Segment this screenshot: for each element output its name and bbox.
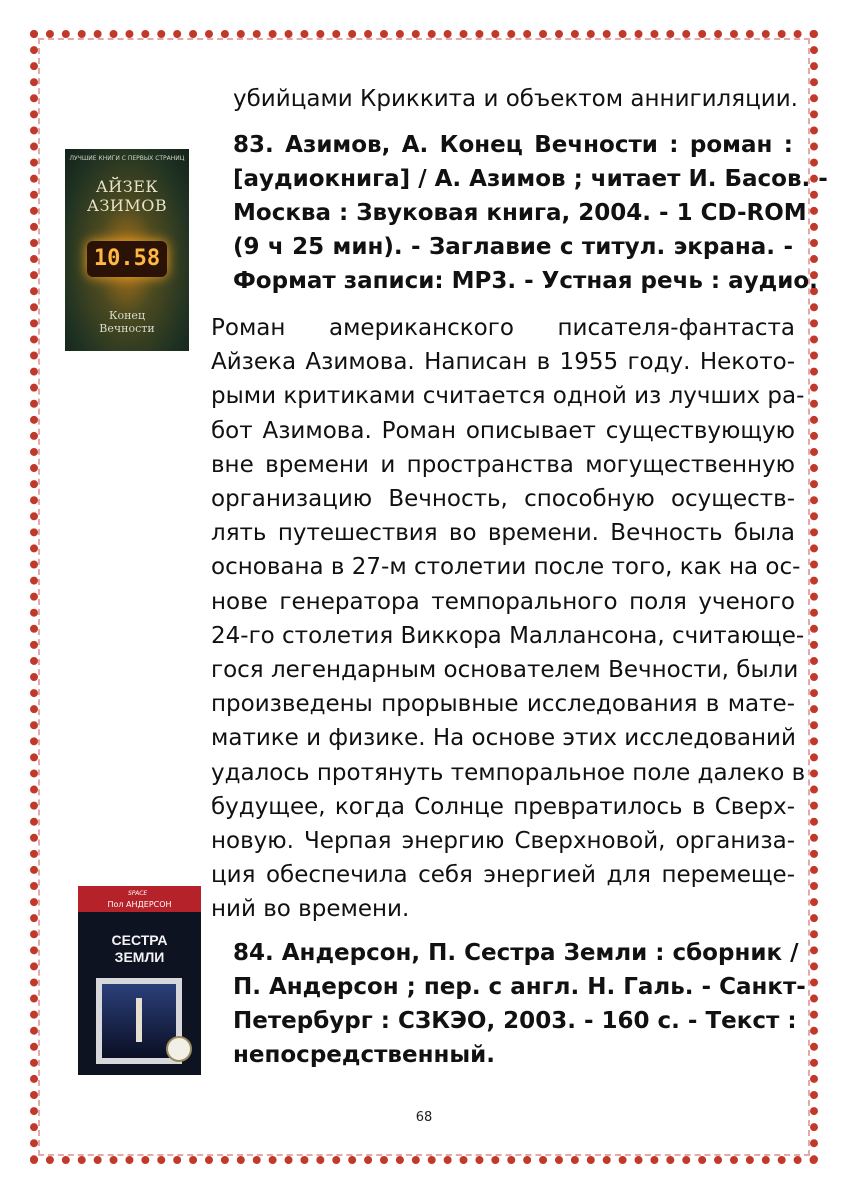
annotation-line: основана в 27-м столетии после того, как на ос- <box>211 554 801 581</box>
cover-watch-illustration <box>166 1036 192 1062</box>
annotation-line: будущее, когда Солнце превратилось в Сверх- <box>211 793 795 820</box>
entry83-line: [аудиокнига] / А. Азимов ; читает И. Басов. - <box>233 166 828 192</box>
cover-title-line2: ЗЕМЛИ <box>114 949 165 965</box>
annotation-line: Айзека Азимова. Написан в 1955 году. Некото- <box>211 349 795 376</box>
cover-clock-digits: 10.58 <box>93 246 161 271</box>
annotation-line: удалось протянуть темпоральное поле далеко в <box>211 759 806 786</box>
entry83-line: Москва : Звуковая книга, 2004. - 1 CD-ROM <box>233 200 807 226</box>
continued-text-line: убийцами Криккита и объектом аннигиляции. <box>233 86 798 112</box>
cover-author: АЙЗЕК АЗИМОВ <box>86 177 168 215</box>
annotation-line: матике и физике. На основе этих исследований <box>211 725 796 752</box>
annotation-line: бот Азимова. Роман описывает существующую <box>211 417 795 444</box>
entry83-line: (9 ч 25 мин). - Заглавие с титул. экрана. - <box>233 234 793 260</box>
book-cover-asimov <box>65 149 189 351</box>
entry84-line: 84. Андерсон, П. Сестра Земли : сборник / <box>233 940 799 966</box>
entry84-line: Петербург : СЗКЭО, 2003. - 160 с. - Текст : <box>233 1008 797 1034</box>
cover-series-text: SPACE <box>128 890 148 897</box>
annotation-line: организацию Вечность, способную осуществ- <box>211 486 795 512</box>
annotation-line: Роман американского писателя-фантаста <box>211 315 795 341</box>
cover-title-line1: СЕСТРА <box>111 932 168 948</box>
annotation-line: ция обеспечила себя энергией для перемеще- <box>211 862 795 889</box>
cover-clock <box>87 241 167 277</box>
book-cover-anderson <box>78 886 201 1075</box>
annotation-line: произведены прорывные исследования в мате- <box>211 691 795 718</box>
entry83-line: Формат записи: MP3. - Устная речь : аудио. <box>233 268 818 294</box>
annotation-line: нове генератора темпорального поля ученого <box>211 588 795 615</box>
annotation-line: 24-го столетия Виккора Маллансона, считающе- <box>211 622 805 649</box>
cover-title <box>65 309 189 335</box>
annotation-line: рыми критиками считается одной из лучших ра- <box>211 383 805 410</box>
entry83-line: 83. Азимов, А. Конец Вечности : роман : <box>233 132 793 158</box>
annotation-line: вне времени и пространства могущественную <box>211 451 795 478</box>
annotation-line: лять путешествия во времени. Вечность была <box>211 520 795 547</box>
cover-series-text: ЛУЧШИЕ КНИГИ С ПЕРВЫХ СТРАНИЦ <box>69 155 185 162</box>
cover-author: Пол АНДЕРСОН <box>107 900 172 909</box>
cover-title-line1: Конец <box>108 309 146 322</box>
annotation-line: новую. Черпая энергию Сверхновой, организа- <box>211 828 795 854</box>
cover-title-line2: Вечности <box>99 322 155 335</box>
cover-title <box>78 932 201 966</box>
entry84-line: П. Андерсон ; пер. с англ. Н. Галь. - Санкт- <box>233 974 806 1000</box>
annotation-line: гося легендарным основателем Вечности, были <box>211 657 799 683</box>
entry84-line: непосредственный. <box>233 1042 496 1068</box>
annotation-line: ний во времени. <box>211 896 410 923</box>
page-number: 68 <box>415 1110 433 1125</box>
